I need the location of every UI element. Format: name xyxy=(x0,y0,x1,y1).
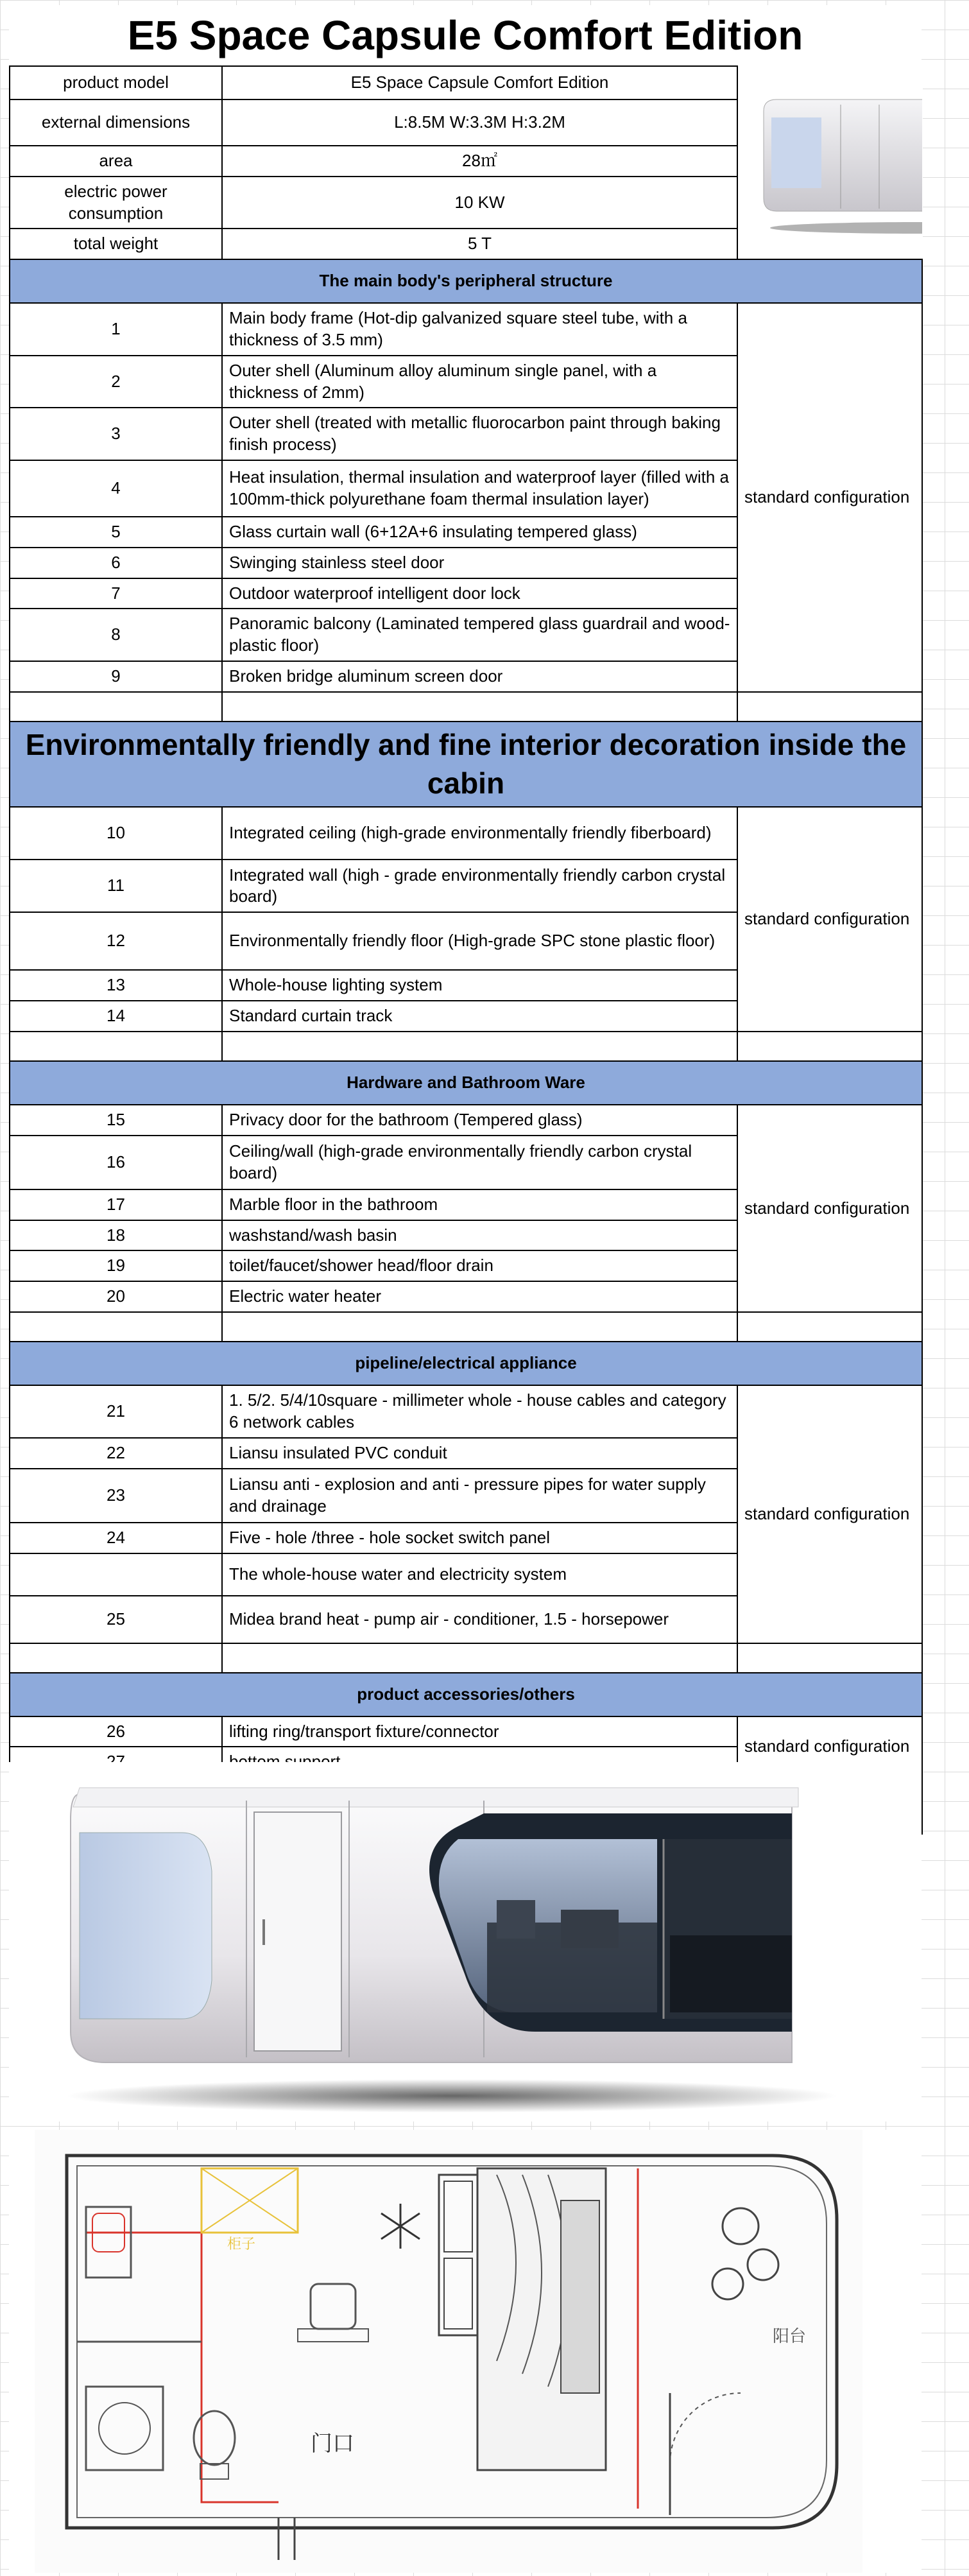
item-number: 7 xyxy=(10,578,222,609)
empty-row xyxy=(10,1312,922,1342)
config-label: standard configuration xyxy=(737,1385,922,1643)
item-number: 5 xyxy=(10,517,222,548)
spec-value: L:8.5M W:3.3M H:3.2M xyxy=(222,99,737,146)
item-number: 10 xyxy=(10,807,222,860)
plan-balcony-label: 阳台 xyxy=(773,2327,807,2346)
item-description: Swinging stainless steel door xyxy=(222,548,737,578)
section-header xyxy=(10,1342,922,1385)
item-number: 6 xyxy=(10,548,222,578)
item-number: 20 xyxy=(10,1281,222,1312)
item-number: 9 xyxy=(10,661,222,692)
item-description: lifting ring/transport fixture/connector xyxy=(222,1716,737,1747)
item-description: Privacy door for the bathroom (Tempered glass) xyxy=(222,1105,737,1136)
floor-plan xyxy=(9,2130,922,2573)
table-row xyxy=(10,303,922,356)
capsule-render xyxy=(9,1762,922,2122)
floor-plan-drawing xyxy=(9,2130,922,2573)
item-description: Broken bridge aluminum screen door xyxy=(222,661,737,692)
table-row xyxy=(10,1105,922,1136)
empty-row xyxy=(10,1643,922,1673)
item-description: Main body frame (Hot-dip galvanized square steel tube, with a thickness of 3.5 mm) xyxy=(222,303,737,356)
item-description: washstand/wash basin xyxy=(222,1220,737,1251)
item-number: 11 xyxy=(10,860,222,912)
item-number: 3 xyxy=(10,408,222,460)
item-description: Liansu anti - explosion and anti - pressure pipes for water supply and drainage xyxy=(222,1469,737,1523)
item-description: Glass curtain wall (6+12A+6 insulating tempered glass) xyxy=(222,517,737,548)
item-number: 1 xyxy=(10,303,222,356)
item-description: Five - hole /three - hole socket switch panel xyxy=(222,1523,737,1553)
item-description: Outer shell (treated with metallic fluorocarbon paint through baking finish process) xyxy=(222,408,737,460)
item-number: 22 xyxy=(10,1438,222,1469)
item-description: Marble floor in the bathroom xyxy=(222,1189,737,1220)
spec-value: 28㎡ xyxy=(222,146,737,177)
capsule-render-image xyxy=(9,1762,922,2122)
page-title: E5 Space Capsule Comfort Edition xyxy=(9,5,922,65)
item-description: Integrated wall (high - grade environmentally friendly carbon crystal board) xyxy=(222,860,737,912)
config-label: standard configuration xyxy=(737,807,922,1032)
config-label: standard configuration xyxy=(737,1716,922,1778)
item-description: Electric water heater xyxy=(222,1281,737,1312)
spec-value: E5 Space Capsule Comfort Edition xyxy=(222,66,737,99)
section-title-peripheral: The main body's peripheral structure xyxy=(10,259,922,303)
item-number xyxy=(10,1553,222,1596)
item-number: 2 xyxy=(10,356,222,408)
section-header xyxy=(10,722,922,808)
item-number: 21 xyxy=(10,1385,222,1438)
section-header xyxy=(10,1061,922,1105)
config-label: standard configuration xyxy=(737,1105,922,1312)
table-row xyxy=(10,1385,922,1438)
item-description: Environmentally friendly floor (High-grade SPC stone plastic floor) xyxy=(222,912,737,970)
item-description: Ceiling/wall (high-grade environmentally friendly carbon crystal board) xyxy=(222,1136,737,1189)
spec-label: total weight xyxy=(10,229,222,259)
item-description: Outdoor waterproof intelligent door lock xyxy=(222,578,737,609)
section-title-accessories: product accessories/others xyxy=(10,1673,922,1716)
table-row xyxy=(10,1716,922,1747)
item-description: Heat insulation, thermal insulation and waterproof layer (filled with a 100mm-thick polyurethane foam thermal insulation layer) xyxy=(222,460,737,517)
item-description: Standard curtain track xyxy=(222,1001,737,1032)
item-description: Midea brand heat - pump air - conditioner, 1.5 - horsepower xyxy=(222,1596,737,1643)
item-number: 14 xyxy=(10,1001,222,1032)
item-number: 19 xyxy=(10,1250,222,1281)
item-description: Whole-house lighting system xyxy=(222,970,737,1001)
spec-table xyxy=(9,65,923,1835)
item-description: Panoramic balcony (Laminated tempered glass guardrail and wood-plastic floor) xyxy=(222,609,737,661)
plan-cabinet-label: 柜子 xyxy=(227,2236,256,2252)
capsule-thumbnail xyxy=(737,66,922,259)
section-header xyxy=(10,259,922,303)
section-header xyxy=(10,1673,922,1716)
item-description: toilet/faucet/shower head/floor drain xyxy=(222,1250,737,1281)
spec-label: product model xyxy=(10,66,222,99)
item-number: 26 xyxy=(10,1716,222,1747)
spec-label: electric power consumption xyxy=(10,177,222,229)
item-number: 23 xyxy=(10,1469,222,1523)
spec-row xyxy=(10,66,922,99)
item-number: 24 xyxy=(10,1523,222,1553)
spec-value: 10 KW xyxy=(222,177,737,229)
item-number: 15 xyxy=(10,1105,222,1136)
table-row xyxy=(10,807,922,860)
plan-door-label: 门口 xyxy=(311,2431,354,2457)
item-number: 12 xyxy=(10,912,222,970)
section-title-interior: Environmentally friendly and fine interior decoration inside the cabin xyxy=(10,722,922,808)
empty-row xyxy=(10,1032,922,1061)
spec-label: area xyxy=(10,146,222,177)
section-title-electrical: pipeline/electrical appliance xyxy=(10,1342,922,1385)
empty-row xyxy=(10,692,922,722)
item-number: 18 xyxy=(10,1220,222,1251)
item-number: 8 xyxy=(10,609,222,661)
item-number: 16 xyxy=(10,1136,222,1189)
item-description: The whole-house water and electricity system xyxy=(222,1553,737,1596)
item-description: 1. 5/2. 5/4/10square - millimeter whole - house cables and category 6 network cables xyxy=(222,1385,737,1438)
item-number: 4 xyxy=(10,460,222,517)
item-number: 17 xyxy=(10,1189,222,1220)
item-number: 25 xyxy=(10,1596,222,1643)
item-description: Integrated ceiling (high-grade environmentally friendly fiberboard) xyxy=(222,807,737,860)
capsule-thumbnail-image xyxy=(744,85,922,239)
item-description: Liansu insulated PVC conduit xyxy=(222,1438,737,1469)
spec-label: external dimensions xyxy=(10,99,222,146)
item-description: Outer shell (Aluminum alloy aluminum single panel, with a thickness of 2mm) xyxy=(222,356,737,408)
item-number: 13 xyxy=(10,970,222,1001)
config-label: standard configuration xyxy=(737,303,922,692)
section-title-bathroom: Hardware and Bathroom Ware xyxy=(10,1061,922,1105)
spec-value: 5 T xyxy=(222,229,737,259)
